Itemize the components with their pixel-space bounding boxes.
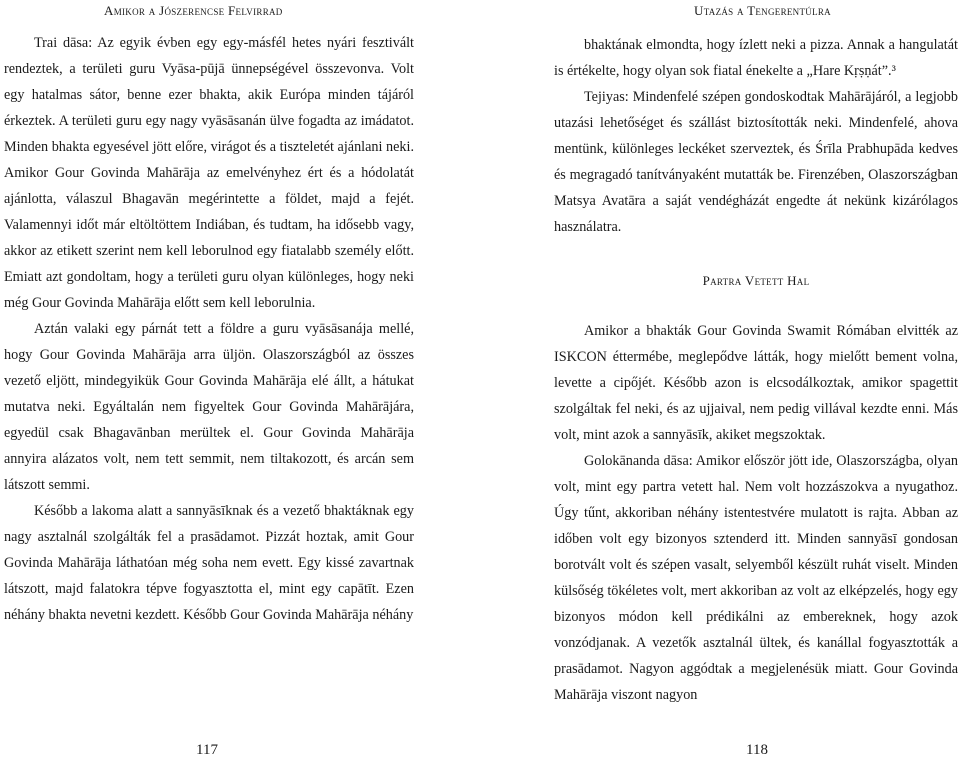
section-title: Partra Vetett Hal [702, 273, 810, 288]
left-running-header: Amikor a Jószerencse Felvirrad [104, 3, 283, 18]
left-paragraph-3: Később a lakoma alatt a sannyāsīknak és a vezető bhaktáknak egy nagy asztalnál szolgálták fel a prasādamot. Pizzát hoztak, amit Gour Govinda Mahārāja láthatóan még soha nem evett. Egy kissé zavartnak látszott, majd falatokra tépve fogyasztotta el, mint egy capātīt. Ezen néhány bhakta nevetni kezdett. Később Gour Govinda Mahārāja néhány [4, 503, 414, 623]
right-running-header: Utazás a Tengerentúlra [694, 3, 831, 18]
left-page [0, 0, 418, 763]
left-paragraph-2: Aztán valaki egy párnát tett a földre a guru vyāsāsanája mellé, hogy Gour Govinda Mahārāja arra üljön. Olaszországból az összes vezető eljött, mindegyikük Gour Govinda Mahārāja elé állt, a hátukat mutatva neki. Egyáltalán nem figyeltek Gour Govinda Mahārājára, egyedül csak Bhagavānban merültek el. Gour Govinda Mahārāja annyira alázatos volt, nem tett semmit, nem tiltakozott, és arcán sem látszott semmi. [4, 321, 414, 493]
right-page [540, 0, 958, 763]
right-paragraph-1: bhaktának elmondta, hogy ízlett neki a pizza. Annak a hangulatát is értékelte, hogy olyan sok fiatal énekelte a „Hare Kṛṣṇát”.³ [554, 37, 958, 79]
right-page-number: 118 [746, 742, 768, 758]
right-paragraph-2: Tejiyas: Mindenfelé szépen gondoskodtak Mahārājáról, a legjobb utazási lehetőséget és szállást biztosították neki. Mindenfelé, ahova mentünk, különleges leckéket szerveztek, és Śrīla Prabhupāda kedves és megragadó tanítványaként mutatták be. Firenzében, Olaszországban Matsya Avatāra a saját vendégházát engedte át nekünk kizárólagos használatra. [554, 89, 958, 235]
left-body-text [4, 30, 414, 628]
left-paragraph-1: Trai dāsa: Az egyik évben egy egy-másfél hetes nyári fesztivált rendeztek, a területi guru Vyāsa-pūjā ünnepségével összevonva. Volt egy hatalmas sátor, benne ezer bhakta, akik Európa minden tájáról érkeztek. A területi guru egy nagy vyāsāsanán ülve fogadta az imádatot. Minden bhakta egyesével jött előre, virágot és a tiszteletét ajánlani neki. Amikor Gour Govinda Mahārāja az emelvényhez ért és a hódolatát ajánlotta, válaszul Bhagavān megérintette a földet, majd a fejét. Valamennyi időt már eltöltöttem Indiában, és tudtam, ha idősebb vagy, akkor az etikett szerint nem kell leborulnod egy fiatalabb személy előtt. Emiatt azt gondoltam, hogy a területi guru olyan különleges, hogy neki még Gour Govinda Mahārāja előtt sem kell leborulnia. [4, 35, 414, 311]
right-paragraph-4: Golokānanda dāsa: Amikor először jött ide, Olaszországba, olyan volt, mint egy partra vetett hal. Nem volt hozzászokva a nyugathoz. Úgy tűnt, akkoriban néhány istentestvére mulatott is rajta. Abban az időben volt egy bizonyos sztenderd itt. Minden sannyāsī gondosan borotvált volt és szépen vasalt, selyemből készült ruhát viselt. Minden külsőség tökéletes volt, mert akkoriban az volt az elképzelés, hogy egy bizonyos módon kell prédikálni az embereknek, hogy azok vonzódjanak. A vezetők asztalnál ültek, és kanállal fogyasztották a prasādamot. Nagyon aggódtak a megjelenésük miatt. Gour Govinda Mahārāja viszont nagyon [554, 453, 958, 703]
left-page-number: 117 [196, 742, 218, 758]
right-paragraph-3: Amikor a bhakták Gour Govinda Swamit Rómában elvitték az ISKCON éttermébe, meglepődve látták, hogy mielőtt bement volna, levette a cipőjét. Később azon is elcsodálkoztak, amikor spagettit szolgáltak fel neki, és az ujjaival, nem pedig villával kezdte enni. Más volt, mint azok a sannyāsīk, akiket megszoktak. [554, 323, 958, 443]
right-body-text [554, 32, 958, 708]
